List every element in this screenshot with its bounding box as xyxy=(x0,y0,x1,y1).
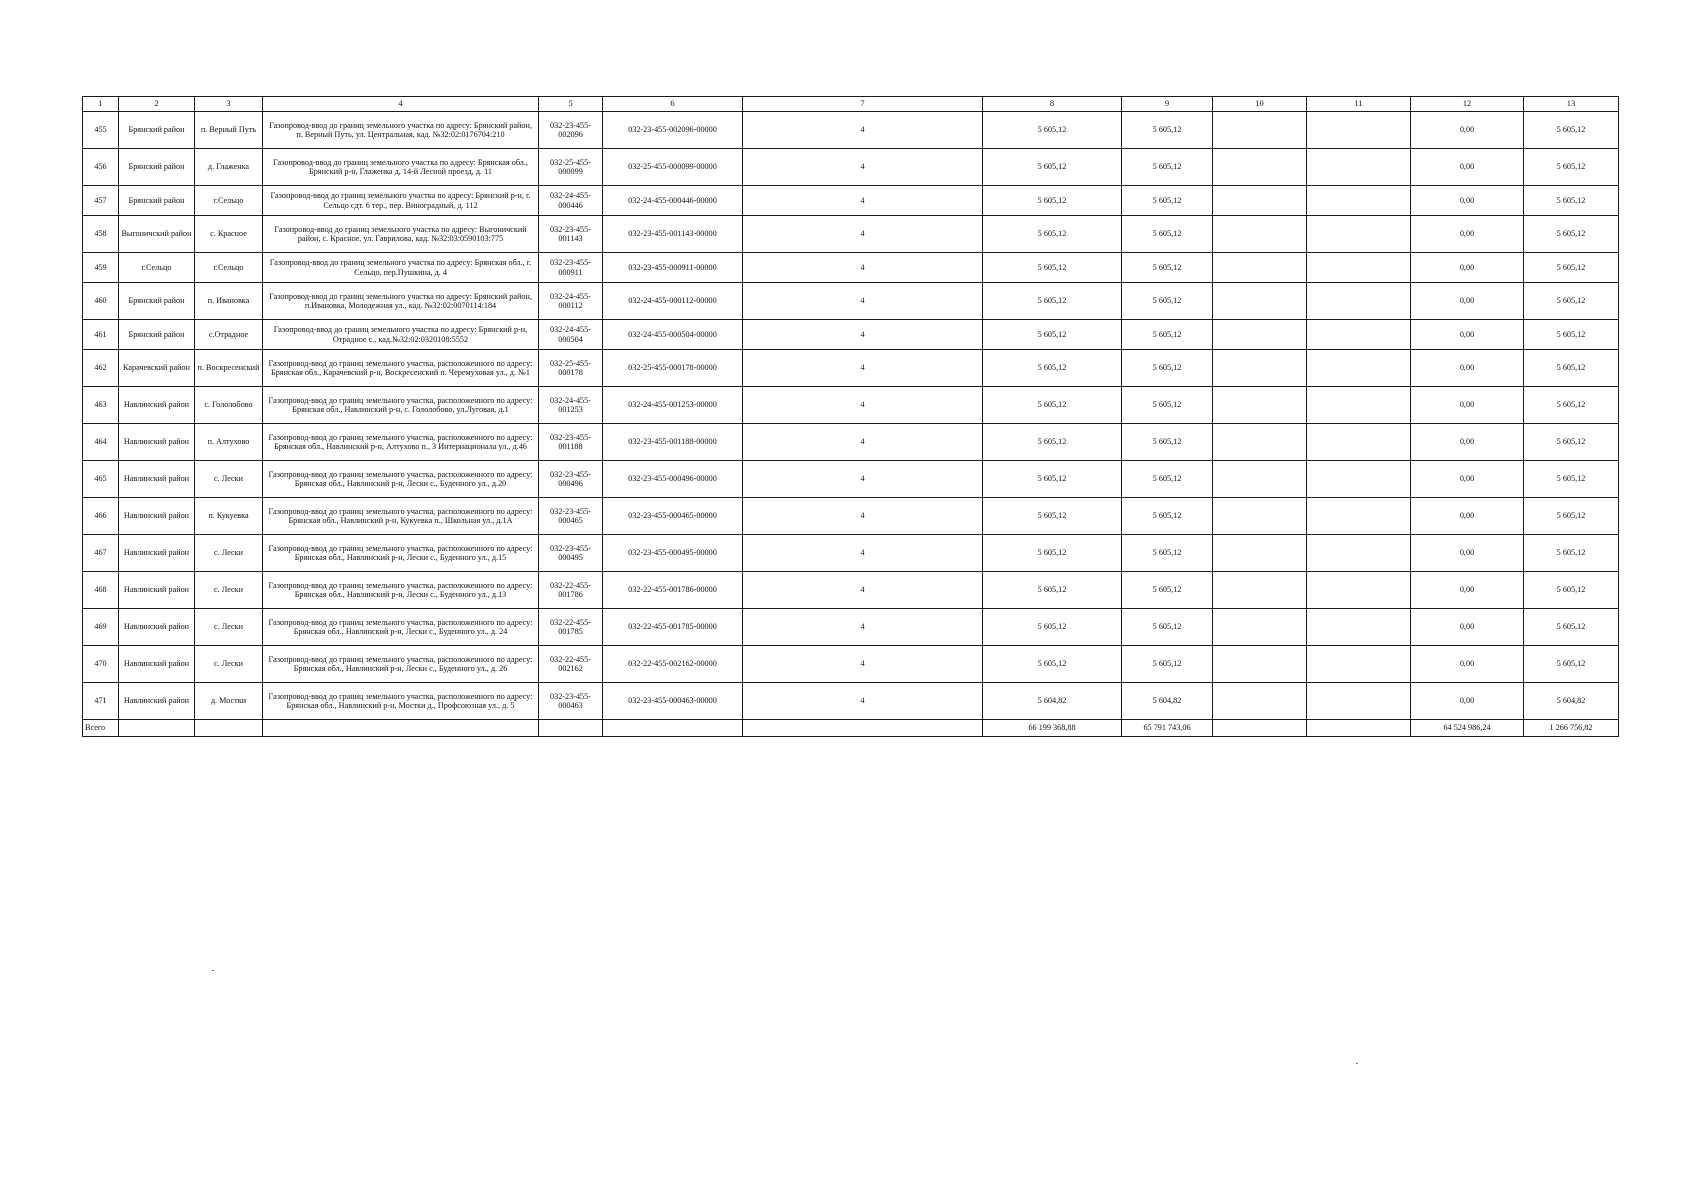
table-cell-7: 4 xyxy=(743,216,983,253)
total-empty-cell xyxy=(1213,720,1307,737)
table-cell-3: п. Кукуевка xyxy=(195,498,263,535)
scan-speck xyxy=(212,970,214,971)
table-cell-11 xyxy=(1307,216,1411,253)
table-cell-8: 5 605,12 xyxy=(983,572,1122,609)
table-cell-13: 5 604,82 xyxy=(1524,683,1619,720)
table-cell-12: 0,00 xyxy=(1411,186,1524,216)
column-number-cell: 1 xyxy=(83,97,119,112)
table-cell-12: 0,00 xyxy=(1411,320,1524,350)
table-cell-4: Газопровод-ввод до границ земельного участка, расположенного по адресу: Брянская обл., Навлинский р-н, Мостки д., Профсоюзная ул., д. 5 xyxy=(263,683,539,720)
table-cell-6: 032-25-455-000099-00000 xyxy=(603,149,743,186)
table-cell-6: 032-24-455-000112-00000 xyxy=(603,283,743,320)
table-cell-6: 032-24-455-001253-00000 xyxy=(603,387,743,424)
table-cell-13: 5 605,12 xyxy=(1524,572,1619,609)
table-cell-8: 5 605,12 xyxy=(983,498,1122,535)
table-cell-5: 032-23-455-000463 xyxy=(539,683,603,720)
table-cell-7: 4 xyxy=(743,350,983,387)
table-cell-6: 032-23-455-001188-00000 xyxy=(603,424,743,461)
table-cell-9: 5 605,12 xyxy=(1122,424,1213,461)
table-cell-12: 0,00 xyxy=(1411,149,1524,186)
table-cell-6: 032-25-455-000178-00000 xyxy=(603,350,743,387)
table-cell-7: 4 xyxy=(743,149,983,186)
table-cell-12: 0,00 xyxy=(1411,387,1524,424)
table-row xyxy=(83,535,1619,572)
column-number-cell: 8 xyxy=(983,97,1122,112)
table-cell-9: 5 605,12 xyxy=(1122,646,1213,683)
table-row xyxy=(83,646,1619,683)
table-cell-2: Навлинский район xyxy=(119,461,195,498)
table-row xyxy=(83,320,1619,350)
table-cell-9: 5 605,12 xyxy=(1122,253,1213,283)
table-cell-4: Газопровод-ввод до границ земельного участка по адресу: Брянский район, п. Верный Путь, ул. Центральная, кад. №32:02:0176704:210 xyxy=(263,112,539,149)
table-cell-11 xyxy=(1307,253,1411,283)
table-cell-5: 032-23-455-001143 xyxy=(539,216,603,253)
table-cell-3: с.Отрадное xyxy=(195,320,263,350)
table-row xyxy=(83,424,1619,461)
table-cell-8: 5 605,12 xyxy=(983,320,1122,350)
table-row xyxy=(83,149,1619,186)
table-cell-7: 4 xyxy=(743,646,983,683)
table-cell-8: 5 605,12 xyxy=(983,461,1122,498)
table-cell-2: Брянский район xyxy=(119,112,195,149)
table-cell-2: Брянский район xyxy=(119,149,195,186)
table-cell-1: 470 xyxy=(83,646,119,683)
table-row xyxy=(83,283,1619,320)
table-cell-8: 5 605,12 xyxy=(983,387,1122,424)
column-number-cell: 4 xyxy=(263,97,539,112)
table-cell-9: 5 605,12 xyxy=(1122,216,1213,253)
table-cell-6: 032-22-455-001786-00000 xyxy=(603,572,743,609)
table-cell-4: Газопровод-ввод до границ земельного участка по адресу: Брянский район, п.Ивановка, Молодежная ул., кад. №32:02:0070114:184 xyxy=(263,283,539,320)
table-row xyxy=(83,350,1619,387)
table-cell-7: 4 xyxy=(743,683,983,720)
table-cell-5: 032-23-455-002096 xyxy=(539,112,603,149)
table-cell-13: 5 605,12 xyxy=(1524,609,1619,646)
table-cell-7: 4 xyxy=(743,253,983,283)
table-cell-9: 5 605,12 xyxy=(1122,186,1213,216)
table-cell-13: 5 605,12 xyxy=(1524,535,1619,572)
table-cell-13: 5 605,12 xyxy=(1524,646,1619,683)
table-cell-9: 5 604,82 xyxy=(1122,683,1213,720)
table-cell-6: 032-23-455-002096-00000 xyxy=(603,112,743,149)
table-cell-9: 5 605,12 xyxy=(1122,350,1213,387)
table-cell-2: Карачевский район xyxy=(119,350,195,387)
total-empty-cell xyxy=(195,720,263,737)
table-cell-1: 455 xyxy=(83,112,119,149)
table-cell-9: 5 605,12 xyxy=(1122,387,1213,424)
table-cell-4: Газопровод-ввод до границ земельного участка по адресу: Брянский р-н, г. Сельцо сдт. 6 тер., пер. Виноградный, д. 112 xyxy=(263,186,539,216)
table-cell-3: п. Верный Путь xyxy=(195,112,263,149)
table-cell-1: 458 xyxy=(83,216,119,253)
table-cell-10 xyxy=(1213,609,1307,646)
table-cell-12: 0,00 xyxy=(1411,609,1524,646)
table-cell-3: г.Сельцо xyxy=(195,253,263,283)
table-cell-2: Навлинский район xyxy=(119,498,195,535)
table-cell-3: с. Красное xyxy=(195,216,263,253)
table-cell-2: г.Сельцо xyxy=(119,253,195,283)
total-empty-cell xyxy=(603,720,743,737)
table-cell-11 xyxy=(1307,683,1411,720)
table-cell-5: 032-23-455-000465 xyxy=(539,498,603,535)
column-number-cell: 2 xyxy=(119,97,195,112)
table-cell-1: 467 xyxy=(83,535,119,572)
total-empty-cell xyxy=(539,720,603,737)
table-cell-11 xyxy=(1307,350,1411,387)
table-cell-4: Газопровод-ввод до границ земельного участка, расположенного по адресу: Брянская обл., Навлинский р-н, с. Гололобово, ул.Луговая, д.1 xyxy=(263,387,539,424)
table-cell-13: 5 605,12 xyxy=(1524,350,1619,387)
table-cell-1: 456 xyxy=(83,149,119,186)
table-cell-4: Газопровод-ввод до границ земельного участка, расположенного по адресу: Брянская обл., Навлинский р-н, Лески с., Буденного ул., д.13 xyxy=(263,572,539,609)
table-cell-6: 032-23-455-000911-00000 xyxy=(603,253,743,283)
table-cell-5: 032-23-455-000496 xyxy=(539,461,603,498)
table-cell-12: 0,00 xyxy=(1411,572,1524,609)
table-cell-2: Навлинский район xyxy=(119,424,195,461)
table-cell-7: 4 xyxy=(743,498,983,535)
table-cell-12: 0,00 xyxy=(1411,424,1524,461)
total-empty-cell xyxy=(119,720,195,737)
table-cell-12: 0,00 xyxy=(1411,498,1524,535)
table-cell-1: 462 xyxy=(83,350,119,387)
table-cell-7: 4 xyxy=(743,461,983,498)
column-number-cell: 7 xyxy=(743,97,983,112)
table-cell-10 xyxy=(1213,112,1307,149)
table-cell-3: с. Гололобово xyxy=(195,387,263,424)
table-row xyxy=(83,461,1619,498)
table-cell-8: 5 605,12 xyxy=(983,253,1122,283)
table-cell-1: 460 xyxy=(83,283,119,320)
table-cell-6: 032-23-455-000465-00000 xyxy=(603,498,743,535)
table-cell-10 xyxy=(1213,350,1307,387)
table-cell-4: Газопровод-ввод до границ земельного участка, расположенного по адресу: Брянская обл., Навлинский р-н, Лески с., Буденного ул., д.20 xyxy=(263,461,539,498)
table-cell-1: 457 xyxy=(83,186,119,216)
table-cell-4: Газопровод-ввод до границ земельного участка, расположенного по адресу: Брянская обл., Навлинский р-н, Алтухово п., 3 Интернационала ул., д.46 xyxy=(263,424,539,461)
table-cell-10 xyxy=(1213,572,1307,609)
table-cell-8: 5 605,12 xyxy=(983,424,1122,461)
table-cell-13: 5 605,12 xyxy=(1524,461,1619,498)
table-cell-1: 468 xyxy=(83,572,119,609)
table-cell-1: 463 xyxy=(83,387,119,424)
table-cell-3: с. Лески xyxy=(195,535,263,572)
table-cell-11 xyxy=(1307,498,1411,535)
table-cell-11 xyxy=(1307,387,1411,424)
table-cell-11 xyxy=(1307,283,1411,320)
table-cell-11 xyxy=(1307,320,1411,350)
table-cell-9: 5 605,12 xyxy=(1122,283,1213,320)
column-number-cell: 10 xyxy=(1213,97,1307,112)
table-cell-5: 032-24-455-000446 xyxy=(539,186,603,216)
table-cell-3: с. Лески xyxy=(195,461,263,498)
table-cell-4: Газопровод-ввод до границ земельного участка, расположенного по адресу: Брянская обл., Карачевский р-н, Воскресенский п. Черемуховая ул., д. №1 xyxy=(263,350,539,387)
table-cell-10 xyxy=(1213,186,1307,216)
table-cell-6: 032-24-455-000446-00000 xyxy=(603,186,743,216)
table-row xyxy=(83,253,1619,283)
table-cell-7: 4 xyxy=(743,112,983,149)
table-cell-9: 5 605,12 xyxy=(1122,320,1213,350)
table-cell-4: Газопровод-ввод до границ земельного участка, расположенного по адресу: Брянская обл., Навлинский р-н, Кукуевка п., Школьная ул., д.1А xyxy=(263,498,539,535)
table-cell-11 xyxy=(1307,461,1411,498)
table-cell-2: Навлинский район xyxy=(119,572,195,609)
table-cell-12: 0,00 xyxy=(1411,461,1524,498)
table-cell-9: 5 605,12 xyxy=(1122,112,1213,149)
table-cell-2: Навлинский район xyxy=(119,387,195,424)
table-row xyxy=(83,387,1619,424)
table-cell-8: 5 605,12 xyxy=(983,609,1122,646)
table-cell-8: 5 605,12 xyxy=(983,149,1122,186)
table-cell-1: 471 xyxy=(83,683,119,720)
table-cell-3: г.Сельцо xyxy=(195,186,263,216)
table-cell-10 xyxy=(1213,253,1307,283)
table-cell-5: 032-24-455-001253 xyxy=(539,387,603,424)
table-cell-10 xyxy=(1213,646,1307,683)
table-cell-10 xyxy=(1213,283,1307,320)
table-cell-11 xyxy=(1307,609,1411,646)
table-cell-13: 5 605,12 xyxy=(1524,253,1619,283)
table-cell-9: 5 605,12 xyxy=(1122,609,1213,646)
table-row xyxy=(83,683,1619,720)
table-cell-13: 5 605,12 xyxy=(1524,320,1619,350)
table-cell-8: 5 605,12 xyxy=(983,283,1122,320)
table-cell-3: п. Ивановка xyxy=(195,283,263,320)
table-cell-1: 469 xyxy=(83,609,119,646)
table-cell-10 xyxy=(1213,387,1307,424)
table-cell-3: с. Лески xyxy=(195,646,263,683)
table-cell-2: Навлинский район xyxy=(119,646,195,683)
table-cell-3: с. Лески xyxy=(195,609,263,646)
table-cell-11 xyxy=(1307,646,1411,683)
table-cell-12: 0,00 xyxy=(1411,283,1524,320)
table-cell-5: 032-25-455-000178 xyxy=(539,350,603,387)
table-cell-11 xyxy=(1307,572,1411,609)
table-cell-2: Брянский район xyxy=(119,320,195,350)
table-cell-5: 032-22-455-001786 xyxy=(539,572,603,609)
table-cell-11 xyxy=(1307,149,1411,186)
table-cell-12: 0,00 xyxy=(1411,253,1524,283)
table-cell-5: 032-22-455-002162 xyxy=(539,646,603,683)
total-value-8: 66 199 368,88 xyxy=(983,720,1122,737)
table-cell-5: 032-23-455-000911 xyxy=(539,253,603,283)
table-cell-6: 032-23-455-000463-00000 xyxy=(603,683,743,720)
column-number-cell: 12 xyxy=(1411,97,1524,112)
table-cell-8: 5 605,12 xyxy=(983,112,1122,149)
table-cell-4: Газопровод-ввод до границ земельного участка, расположенного по адресу: Брянская обл., Навлинский р-н, Лески с., Буденного ул., д. 24 xyxy=(263,609,539,646)
table-cell-1: 466 xyxy=(83,498,119,535)
table-cell-7: 4 xyxy=(743,387,983,424)
table-cell-6: 032-23-455-001143-00000 xyxy=(603,216,743,253)
table-row xyxy=(83,216,1619,253)
table-cell-8: 5 605,12 xyxy=(983,350,1122,387)
table-cell-13: 5 605,12 xyxy=(1524,424,1619,461)
table-body xyxy=(83,97,1619,737)
table-row xyxy=(83,609,1619,646)
table-cell-9: 5 605,12 xyxy=(1122,149,1213,186)
table-cell-2: Выгоничский район xyxy=(119,216,195,253)
table-cell-4: Газопровод-ввод до границ земельного участка, расположенного по адресу: Брянская обл., Навлинский р-н, Лески с., Буденного ул., д. 26 xyxy=(263,646,539,683)
table-cell-12: 0,00 xyxy=(1411,112,1524,149)
table-cell-7: 4 xyxy=(743,320,983,350)
table-cell-4: Газопровод-ввод до границ земельного участка, расположенного по адресу: Брянская обл., Навлинский р-н, Лески с., Буденного ул., д.15 xyxy=(263,535,539,572)
table-cell-10 xyxy=(1213,149,1307,186)
table-cell-7: 4 xyxy=(743,424,983,461)
table-row xyxy=(83,186,1619,216)
table-cell-4: Газопровод-ввод до границ земельного участка по адресу: Брянская обл., Брянский р-н, Глаженка д, 14-й Лесной проезд, д. 11 xyxy=(263,149,539,186)
column-number-cell: 13 xyxy=(1524,97,1619,112)
table-cell-6: 032-22-455-001785-00000 xyxy=(603,609,743,646)
table-cell-10 xyxy=(1213,535,1307,572)
table-cell-8: 5 605,12 xyxy=(983,535,1122,572)
column-number-cell: 9 xyxy=(1122,97,1213,112)
table-cell-3: п. Алтухово xyxy=(195,424,263,461)
table-cell-11 xyxy=(1307,424,1411,461)
table-cell-10 xyxy=(1213,461,1307,498)
table-cell-5: 032-23-455-001188 xyxy=(539,424,603,461)
table-cell-4: Газопровод-ввод до границ земельного участка по адресу: Выгоничский район, с. Красное, ул. Гаврилова, кад. №32:03:0590103:775 xyxy=(263,216,539,253)
table-cell-12: 0,00 xyxy=(1411,683,1524,720)
table-cell-3: д. Глаженка xyxy=(195,149,263,186)
table-cell-8: 5 604,82 xyxy=(983,683,1122,720)
column-number-cell: 6 xyxy=(603,97,743,112)
column-number-cell: 5 xyxy=(539,97,603,112)
table-cell-7: 4 xyxy=(743,283,983,320)
table-cell-11 xyxy=(1307,535,1411,572)
table-cell-13: 5 605,12 xyxy=(1524,498,1619,535)
table-cell-2: Навлинский район xyxy=(119,609,195,646)
table-cell-2: Навлинский район xyxy=(119,683,195,720)
table-cell-10 xyxy=(1213,320,1307,350)
table-cell-5: 032-25-455-000099 xyxy=(539,149,603,186)
table-cell-9: 5 605,12 xyxy=(1122,498,1213,535)
table-cell-1: 464 xyxy=(83,424,119,461)
table-cell-2: Брянский район xyxy=(119,186,195,216)
table-row xyxy=(83,112,1619,149)
total-empty-cell xyxy=(263,720,539,737)
asset-register-table xyxy=(82,96,1619,737)
column-number-cell: 3 xyxy=(195,97,263,112)
table-cell-1: 461 xyxy=(83,320,119,350)
table-cell-12: 0,00 xyxy=(1411,535,1524,572)
table-row xyxy=(83,572,1619,609)
table-cell-12: 0,00 xyxy=(1411,350,1524,387)
table-cell-7: 4 xyxy=(743,186,983,216)
table-cell-7: 4 xyxy=(743,609,983,646)
table-cell-13: 5 605,12 xyxy=(1524,149,1619,186)
table-cell-5: 032-22-455-001785 xyxy=(539,609,603,646)
table-cell-13: 5 605,12 xyxy=(1524,186,1619,216)
table-cell-2: Брянский район xyxy=(119,283,195,320)
document-sheet xyxy=(82,96,1618,737)
table-cell-10 xyxy=(1213,424,1307,461)
table-cell-8: 5 605,12 xyxy=(983,646,1122,683)
table-cell-10 xyxy=(1213,498,1307,535)
table-cell-13: 5 605,12 xyxy=(1524,216,1619,253)
table-cell-8: 5 605,12 xyxy=(983,186,1122,216)
table-cell-8: 5 605,12 xyxy=(983,216,1122,253)
table-cell-6: 032-23-455-000495-00000 xyxy=(603,535,743,572)
total-value-13: 1 266 756,82 xyxy=(1524,720,1619,737)
column-number-cell: 11 xyxy=(1307,97,1411,112)
table-cell-11 xyxy=(1307,186,1411,216)
column-number-row xyxy=(83,97,1619,112)
table-cell-10 xyxy=(1213,683,1307,720)
table-cell-11 xyxy=(1307,112,1411,149)
total-row xyxy=(83,720,1619,737)
total-value-12: 64 524 986,24 xyxy=(1411,720,1524,737)
table-cell-5: 032-24-455-000504 xyxy=(539,320,603,350)
table-cell-5: 032-23-455-000495 xyxy=(539,535,603,572)
total-value-9: 65 791 743,06 xyxy=(1122,720,1213,737)
table-cell-9: 5 605,12 xyxy=(1122,461,1213,498)
table-cell-6: 032-23-455-000496-00000 xyxy=(603,461,743,498)
table-cell-9: 5 605,12 xyxy=(1122,572,1213,609)
table-cell-3: с. Лески xyxy=(195,572,263,609)
table-cell-7: 4 xyxy=(743,572,983,609)
table-cell-6: 032-24-455-000504-00000 xyxy=(603,320,743,350)
table-cell-4: Газопровод-ввод до границ земельного участка по адресу: Брянский р-н, Отрадное с., кад.№32:02:0320108:5552 xyxy=(263,320,539,350)
table-cell-4: Газопровод-ввод до границ земельного участка по адресу: Брянская обл., г. Сельцо, пер.Пушкина, д. 4 xyxy=(263,253,539,283)
table-cell-7: 4 xyxy=(743,535,983,572)
table-cell-13: 5 605,12 xyxy=(1524,283,1619,320)
total-empty-cell xyxy=(743,720,983,737)
table-cell-3: п. Воскресенский xyxy=(195,350,263,387)
table-row xyxy=(83,498,1619,535)
table-cell-12: 0,00 xyxy=(1411,216,1524,253)
table-cell-2: Навлинский район xyxy=(119,535,195,572)
table-cell-13: 5 605,12 xyxy=(1524,387,1619,424)
table-cell-12: 0,00 xyxy=(1411,646,1524,683)
scan-speck xyxy=(1356,1063,1358,1064)
total-label: Всего xyxy=(83,720,119,737)
total-empty-cell xyxy=(1307,720,1411,737)
table-cell-3: д. Мостки xyxy=(195,683,263,720)
table-cell-5: 032-24-455-000112 xyxy=(539,283,603,320)
table-cell-6: 032-22-455-002162-00000 xyxy=(603,646,743,683)
table-cell-9: 5 605,12 xyxy=(1122,535,1213,572)
table-cell-1: 459 xyxy=(83,253,119,283)
table-cell-13: 5 605,12 xyxy=(1524,112,1619,149)
table-cell-1: 465 xyxy=(83,461,119,498)
table-cell-10 xyxy=(1213,216,1307,253)
